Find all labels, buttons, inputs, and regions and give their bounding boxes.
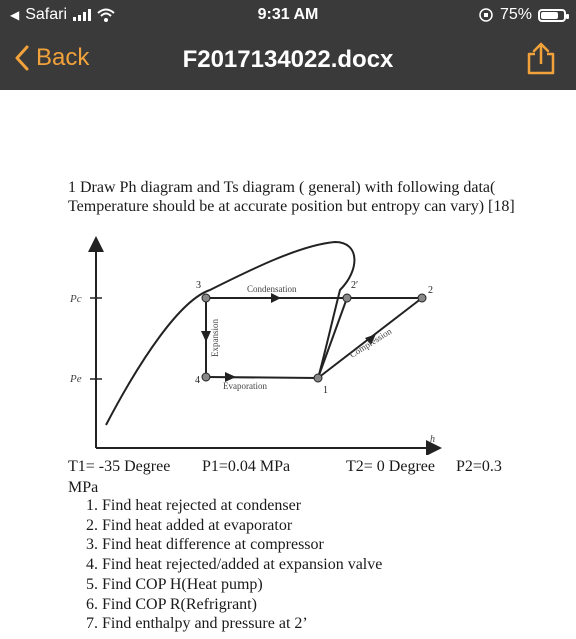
label-pc: Pc [70, 293, 82, 305]
carrier-label: Safari [25, 6, 68, 23]
status-right [478, 6, 566, 24]
navigation-bar [0, 30, 576, 90]
point-1 [314, 374, 322, 382]
task-list [68, 496, 382, 634]
expansion-label: Expansion [210, 319, 220, 357]
point-3-label: 3 [196, 280, 201, 291]
point-2p [343, 294, 351, 302]
point-3 [202, 294, 210, 302]
point-2-label: 2 [428, 285, 433, 296]
task-item: 5. Find COP H(Heat pump) [102, 575, 382, 595]
given-p2: P2=0.3 [456, 458, 502, 475]
document-title: F2017134022.docx [182, 46, 394, 73]
given-p1: P1=0.04 MPa [202, 458, 291, 475]
back-to-app-icon[interactable]: ◀ [10, 8, 20, 22]
given-t2: T2= 0 Degree [346, 458, 435, 475]
ph-diagram [60, 230, 460, 455]
back-label: Back [36, 44, 90, 71]
question-text: 1 Draw Ph diagram and Ts diagram ( general) with following data( Temperature should be at accurate position but entropy can vary) [18] [68, 179, 515, 215]
status-bar [0, 0, 576, 30]
saturation-dome [106, 242, 354, 425]
evaporation-line [206, 377, 318, 378]
condensation-label: Condensation [247, 284, 297, 294]
task-item: 7. Find enthalpy and pressure at 2’ [102, 614, 382, 634]
battery-percent: 75% [499, 6, 532, 23]
point-2 [418, 294, 426, 302]
task-item: 4. Find heat rejected/added at expansion valve [102, 555, 382, 575]
battery-icon [538, 9, 566, 22]
share-icon[interactable] [524, 42, 558, 76]
label-pe: Pe [70, 373, 82, 385]
given-p2-unit: MPa [68, 479, 99, 496]
point-2p-label: 2′ [351, 280, 359, 291]
label-h: h [430, 434, 435, 445]
task-item: 3. Find heat difference at compressor [102, 535, 382, 555]
evaporation-label: Evaporation [223, 381, 267, 391]
given-t1: T1= -35 Degree [68, 458, 171, 475]
status-time: 9:31 AM [257, 6, 319, 23]
orientation-lock-icon [478, 7, 494, 23]
task-item: 6. Find COP R(Refrigrant) [102, 595, 382, 615]
task-item: 1. Find heat rejected at condenser [102, 496, 382, 516]
point-4-label: 4 [195, 375, 200, 386]
point-4 [202, 373, 210, 381]
compression-label: Compression [347, 326, 394, 360]
point-1-label: 1 [323, 385, 328, 396]
document-page [0, 90, 576, 639]
task-item: 2. Find heat added at evaporator [102, 516, 382, 536]
